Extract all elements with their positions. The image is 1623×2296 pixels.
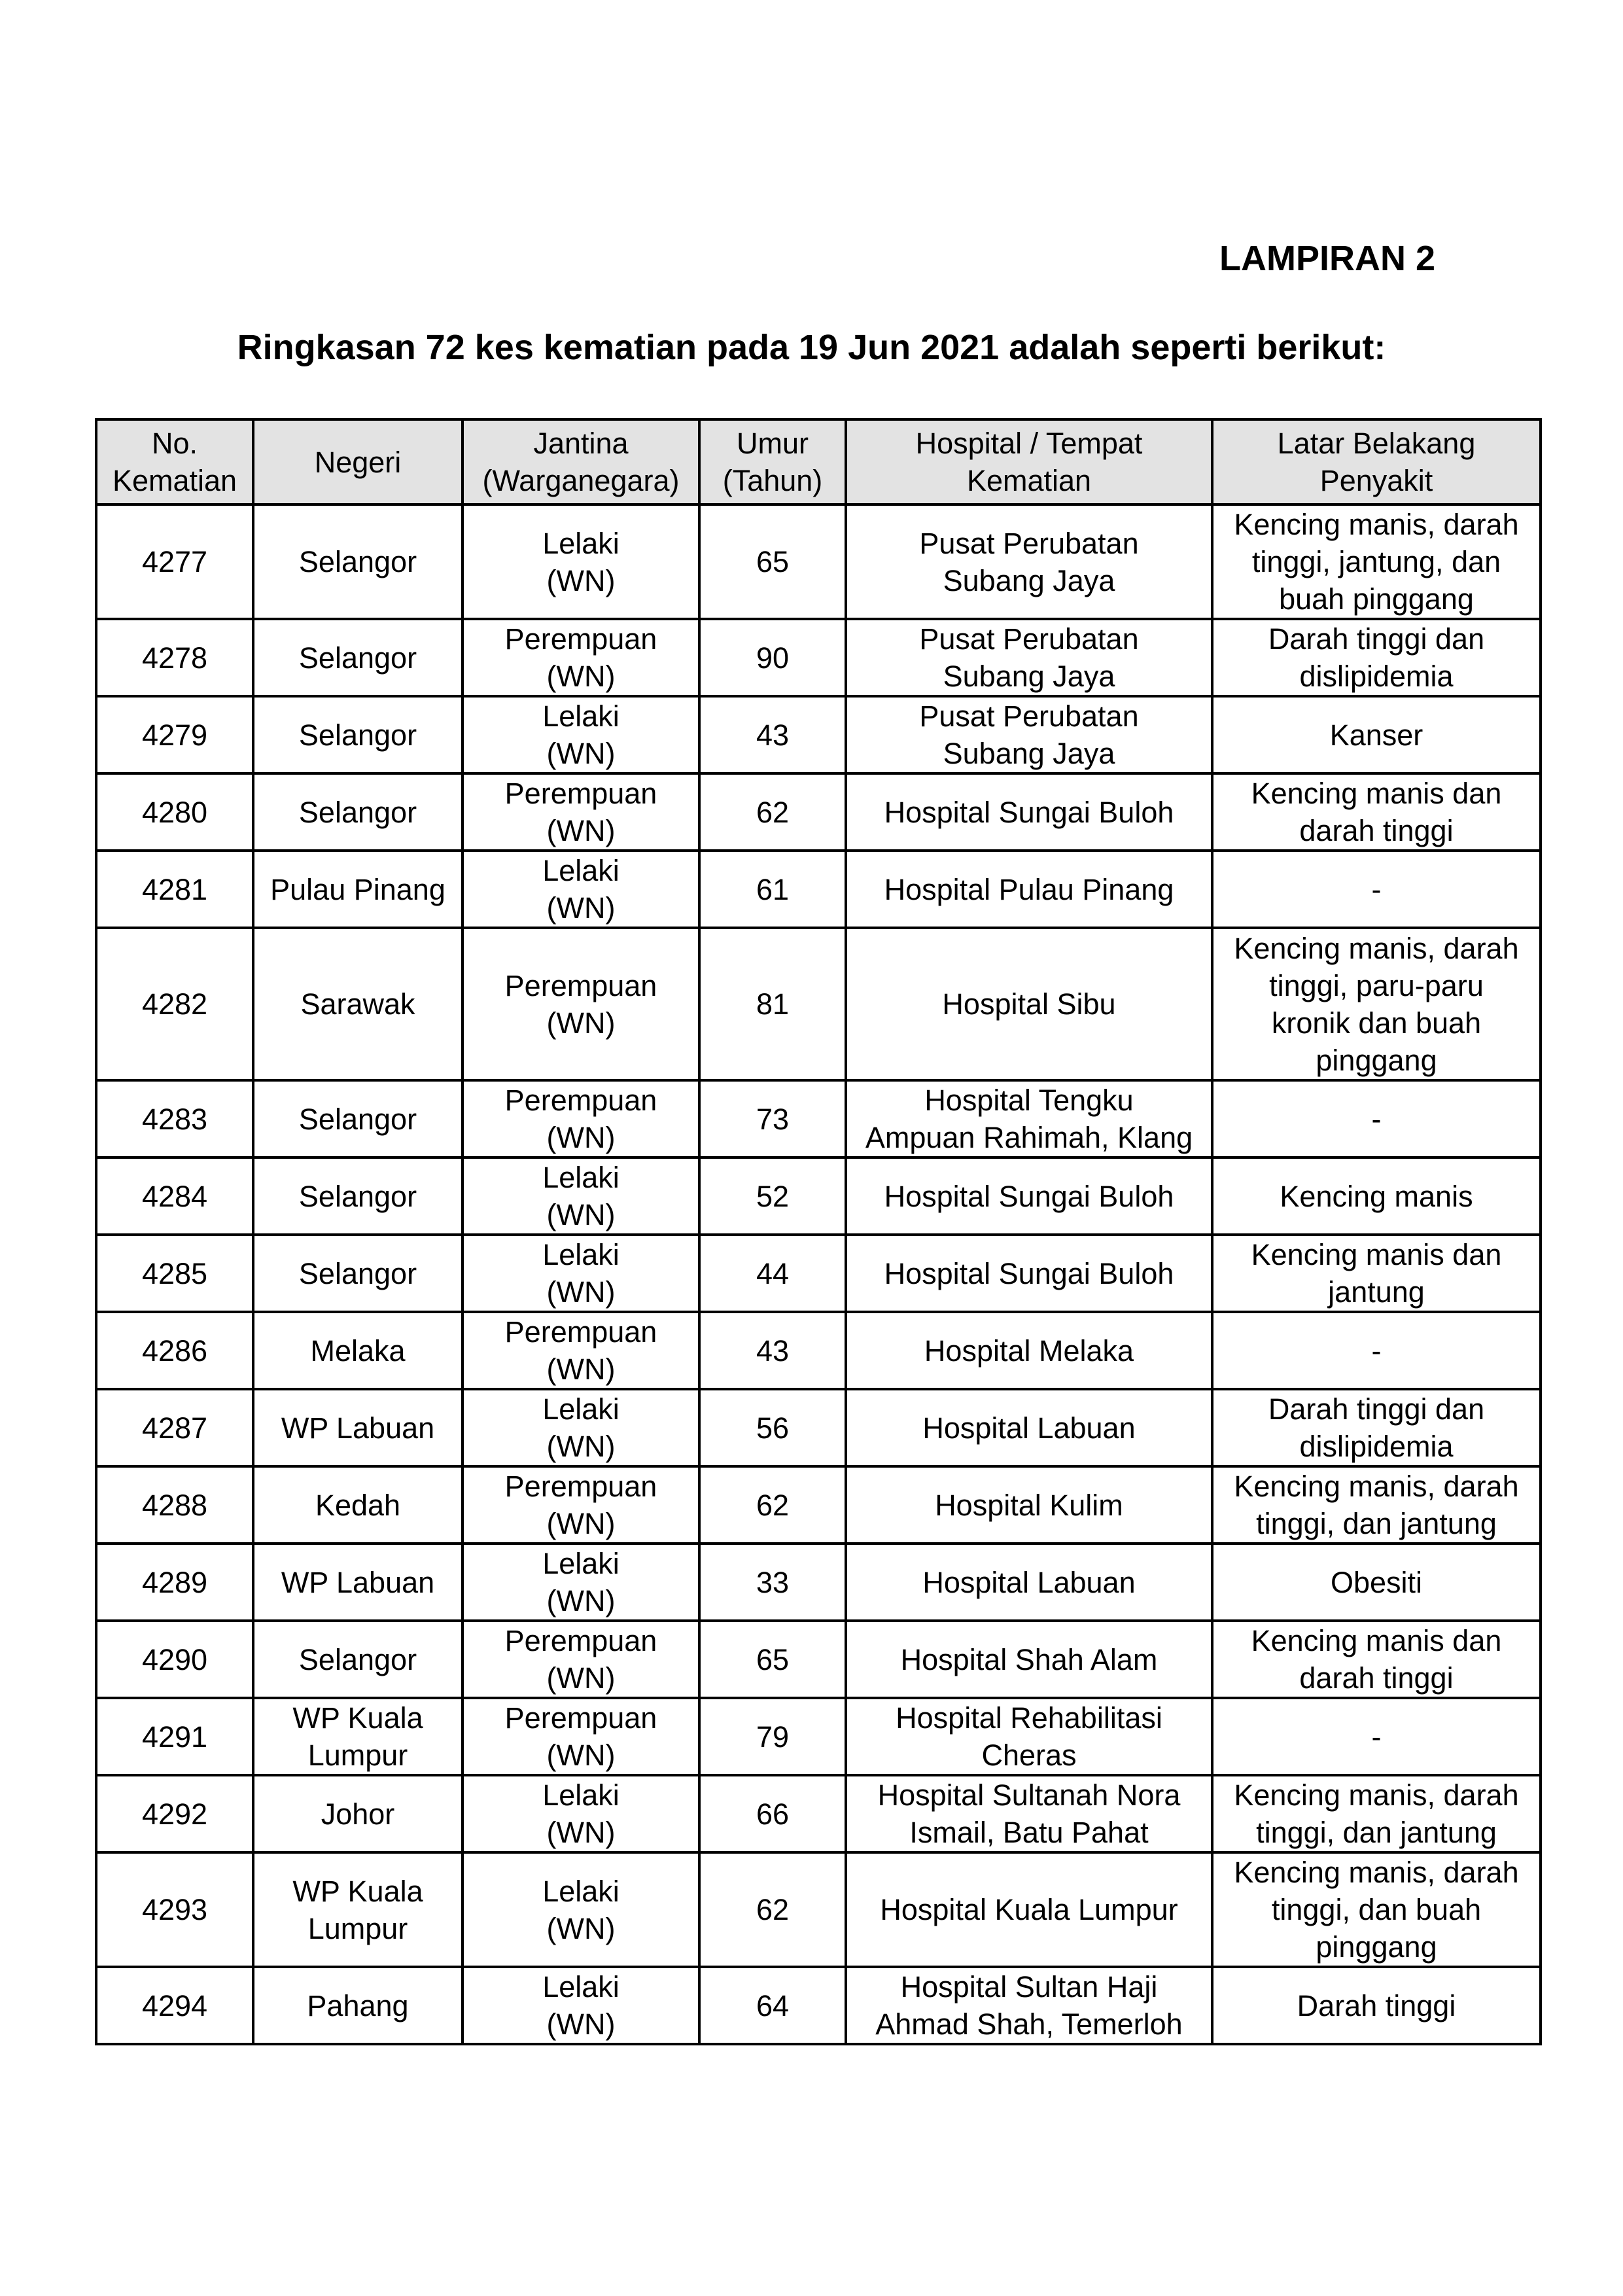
cell-umur: 81: [699, 928, 846, 1080]
cell-no: 4293: [96, 1852, 253, 1967]
cell-negeri: WP Labuan: [253, 1544, 462, 1621]
cell-no: 4292: [96, 1775, 253, 1852]
table-row: [96, 928, 1541, 1080]
cell-jantina: Perempuan (WN): [462, 773, 699, 851]
cell-latar-belakang: -: [1212, 1080, 1541, 1157]
table-row: [96, 1080, 1541, 1157]
cell-negeri: Selangor: [253, 619, 462, 696]
cell-umur: 52: [699, 1157, 846, 1235]
cell-no: 4285: [96, 1235, 253, 1312]
cell-umur: 61: [699, 851, 846, 928]
cell-negeri: Selangor: [253, 1235, 462, 1312]
cell-hospital: Pusat Perubatan Subang Jaya: [846, 504, 1212, 619]
cell-negeri: Selangor: [253, 1080, 462, 1157]
cell-jantina: Lelaki (WN): [462, 504, 699, 619]
column-header-latar-belakang: Latar Belakang Penyakit: [1212, 419, 1541, 504]
table-row: [96, 1775, 1541, 1852]
cell-negeri: WP Labuan: [253, 1389, 462, 1466]
cell-negeri: Selangor: [253, 1157, 462, 1235]
cell-umur: 66: [699, 1775, 846, 1852]
table-row: [96, 851, 1541, 928]
cell-hospital: Hospital Kulim: [846, 1466, 1212, 1544]
cell-umur: 62: [699, 773, 846, 851]
cell-negeri: Pahang: [253, 1967, 462, 2044]
cell-umur: 73: [699, 1080, 846, 1157]
table-header: [96, 419, 1541, 504]
cell-hospital: Hospital Sungai Buloh: [846, 1157, 1212, 1235]
cell-jantina: Lelaki (WN): [462, 1389, 699, 1466]
cell-jantina: Perempuan (WN): [462, 1698, 699, 1775]
deaths-table: [95, 418, 1542, 2045]
cell-umur: 64: [699, 1967, 846, 2044]
cell-no: 4290: [96, 1621, 253, 1698]
cell-umur: 62: [699, 1466, 846, 1544]
cell-umur: 43: [699, 1312, 846, 1389]
cell-latar-belakang: Kencing manis, darah tinggi, dan jantung: [1212, 1466, 1541, 1544]
table-row: [96, 1621, 1541, 1698]
cell-jantina: Lelaki (WN): [462, 696, 699, 773]
cell-no: 4288: [96, 1466, 253, 1544]
cell-umur: 33: [699, 1544, 846, 1621]
cell-jantina: Perempuan (WN): [462, 1621, 699, 1698]
cell-hospital: Hospital Labuan: [846, 1389, 1212, 1466]
cell-jantina: Perempuan (WN): [462, 928, 699, 1080]
cell-hospital: Pusat Perubatan Subang Jaya: [846, 619, 1212, 696]
cell-jantina: Perempuan (WN): [462, 619, 699, 696]
column-header-hospital: Hospital / Tempat Kematian: [846, 419, 1212, 504]
table-row: [96, 1466, 1541, 1544]
cell-no: 4278: [96, 619, 253, 696]
cell-jantina: Lelaki (WN): [462, 1852, 699, 1967]
cell-latar-belakang: -: [1212, 851, 1541, 928]
cell-latar-belakang: Darah tinggi dan dislipidemia: [1212, 619, 1541, 696]
cell-negeri: WP Kuala Lumpur: [253, 1698, 462, 1775]
cell-hospital: Hospital Sultan Haji Ahmad Shah, Temerloh: [846, 1967, 1212, 2044]
cell-latar-belakang: -: [1212, 1698, 1541, 1775]
cell-jantina: Lelaki (WN): [462, 1544, 699, 1621]
table-row: [96, 696, 1541, 773]
cell-hospital: Hospital Sungai Buloh: [846, 773, 1212, 851]
cell-no: 4283: [96, 1080, 253, 1157]
cell-jantina: Lelaki (WN): [462, 1775, 699, 1852]
cell-latar-belakang: Darah tinggi: [1212, 1967, 1541, 2044]
cell-no: 4284: [96, 1157, 253, 1235]
cell-negeri: Selangor: [253, 696, 462, 773]
cell-umur: 79: [699, 1698, 846, 1775]
cell-negeri: Sarawak: [253, 928, 462, 1080]
table-row: [96, 1967, 1541, 2044]
cell-negeri: Selangor: [253, 773, 462, 851]
cell-hospital: Hospital Pulau Pinang: [846, 851, 1212, 928]
cell-latar-belakang: Kencing manis, darah tinggi, dan jantung: [1212, 1775, 1541, 1852]
cell-no: 4294: [96, 1967, 253, 2044]
table-row: [96, 619, 1541, 696]
cell-jantina: Lelaki (WN): [462, 1157, 699, 1235]
cell-jantina: Lelaki (WN): [462, 1235, 699, 1312]
cell-latar-belakang: Kencing manis, darah tinggi, paru-paru kronik dan buah pinggang: [1212, 928, 1541, 1080]
cell-latar-belakang: Kanser: [1212, 696, 1541, 773]
table-body: [96, 504, 1541, 2044]
cell-umur: 65: [699, 504, 846, 619]
cell-hospital: Hospital Sungai Buloh: [846, 1235, 1212, 1312]
cell-hospital: Hospital Shah Alam: [846, 1621, 1212, 1698]
column-header-jantina: Jantina (Warganegara): [462, 419, 699, 504]
cell-hospital: Hospital Rehabilitasi Cheras: [846, 1698, 1212, 1775]
table-row: [96, 773, 1541, 851]
column-header-umur: Umur (Tahun): [699, 419, 846, 504]
cell-umur: 62: [699, 1852, 846, 1967]
column-header-no-kematian: No. Kematian: [96, 419, 253, 504]
column-header-negeri: Negeri: [253, 419, 462, 504]
cell-jantina: Perempuan (WN): [462, 1312, 699, 1389]
cell-hospital: Hospital Tengku Ampuan Rahimah, Klang: [846, 1080, 1212, 1157]
table-row: [96, 1852, 1541, 1967]
table-row: [96, 1235, 1541, 1312]
cell-umur: 44: [699, 1235, 846, 1312]
cell-no: 4286: [96, 1312, 253, 1389]
cell-negeri: Selangor: [253, 504, 462, 619]
cell-latar-belakang: Kencing manis dan darah tinggi: [1212, 773, 1541, 851]
cell-negeri: Melaka: [253, 1312, 462, 1389]
cell-no: 4277: [96, 504, 253, 619]
cell-no: 4289: [96, 1544, 253, 1621]
cell-umur: 43: [699, 696, 846, 773]
cell-umur: 90: [699, 619, 846, 696]
cell-hospital: Hospital Kuala Lumpur: [846, 1852, 1212, 1967]
cell-latar-belakang: -: [1212, 1312, 1541, 1389]
cell-negeri: Selangor: [253, 1621, 462, 1698]
cell-hospital: Hospital Sibu: [846, 928, 1212, 1080]
cell-latar-belakang: Obesiti: [1212, 1544, 1541, 1621]
cell-no: 4287: [96, 1389, 253, 1466]
cell-hospital: Hospital Melaka: [846, 1312, 1212, 1389]
cell-hospital: Pusat Perubatan Subang Jaya: [846, 696, 1212, 773]
table-row: [96, 504, 1541, 619]
appendix-label: LAMPIRAN 2: [1219, 239, 1435, 278]
cell-latar-belakang: Kencing manis, darah tinggi, jantung, dan buah pinggang: [1212, 504, 1541, 619]
cell-hospital: Hospital Labuan: [846, 1544, 1212, 1621]
cell-no: 4291: [96, 1698, 253, 1775]
cell-no: 4280: [96, 773, 253, 851]
cell-hospital: Hospital Sultanah Nora Ismail, Batu Pahat: [846, 1775, 1212, 1852]
cell-no: 4281: [96, 851, 253, 928]
table-row: [96, 1312, 1541, 1389]
cell-jantina: Perempuan (WN): [462, 1466, 699, 1544]
table-row: [96, 1698, 1541, 1775]
cell-negeri: Kedah: [253, 1466, 462, 1544]
cell-negeri: Johor: [253, 1775, 462, 1852]
cell-umur: 56: [699, 1389, 846, 1466]
cell-latar-belakang: Darah tinggi dan dislipidemia: [1212, 1389, 1541, 1466]
header-row: [96, 419, 1541, 504]
cell-latar-belakang: Kencing manis dan jantung: [1212, 1235, 1541, 1312]
cell-no: 4279: [96, 696, 253, 773]
cell-jantina: Lelaki (WN): [462, 1967, 699, 2044]
table-row: [96, 1389, 1541, 1466]
cell-jantina: Lelaki (WN): [462, 851, 699, 928]
cell-latar-belakang: Kencing manis: [1212, 1157, 1541, 1235]
cell-negeri: Pulau Pinang: [253, 851, 462, 928]
cell-negeri: WP Kuala Lumpur: [253, 1852, 462, 1967]
cell-umur: 65: [699, 1621, 846, 1698]
cell-jantina: Perempuan (WN): [462, 1080, 699, 1157]
cell-latar-belakang: Kencing manis, darah tinggi, dan buah pinggang: [1212, 1852, 1541, 1967]
cell-no: 4282: [96, 928, 253, 1080]
table-row: [96, 1544, 1541, 1621]
cell-latar-belakang: Kencing manis dan darah tinggi: [1212, 1621, 1541, 1698]
table-row: [96, 1157, 1541, 1235]
document-title: Ringkasan 72 kes kematian pada 19 Jun 2021 adalah seperti berikut:: [237, 328, 1386, 367]
